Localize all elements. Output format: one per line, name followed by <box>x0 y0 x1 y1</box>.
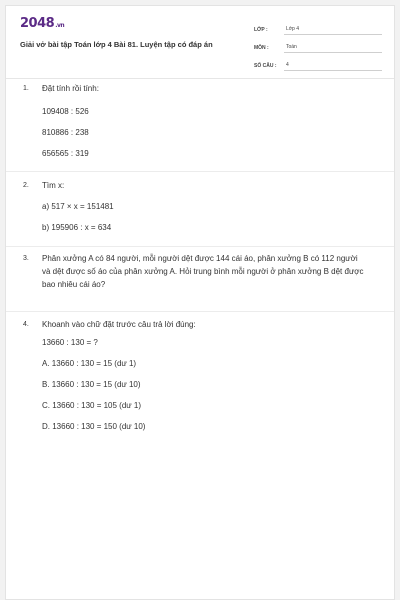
question-line: a) 517 × x = 151481 <box>42 202 114 211</box>
question-3 <box>23 252 368 291</box>
worksheet-meta <box>254 20 382 74</box>
question-line: 810886 : 238 <box>42 128 89 137</box>
question-line: 109408 : 526 <box>42 107 89 116</box>
logo-suffix: .vn <box>55 22 65 29</box>
worksheet-title: Giải vở bài tập Toán lớp 4 Bài 81. Luyện tập có đáp án <box>20 40 213 49</box>
question-4 <box>23 318 368 331</box>
answer-option-d[interactable]: D. 13660 : 130 = 150 (dư 10) <box>42 422 146 431</box>
question-divider <box>6 311 394 312</box>
site-logo[interactable] <box>20 16 64 31</box>
question-divider <box>6 171 394 172</box>
meta-value: Lớp 4 <box>284 26 382 35</box>
meta-label: SỐ CÂU : <box>254 63 277 69</box>
question-prompt: Phân xưởng A có 84 người, mỗi người dệt được 144 cái áo, phân xưởng B có 112 người và dệt được số áo của phân xưởng A. Hỏi trung bình mỗi người ở phân xưởng B dệt được bao nhiêu cái áo? <box>42 254 364 289</box>
answer-option-a[interactable]: A. 13660 : 130 = 15 (dư 1) <box>42 359 137 368</box>
meta-value: 4 <box>284 62 382 71</box>
question-2 <box>23 179 368 192</box>
question-line: 13660 : 130 = ? <box>42 338 98 347</box>
question-1 <box>23 82 368 95</box>
meta-row-subject <box>254 38 382 53</box>
meta-row-class <box>254 20 382 35</box>
answer-option-b[interactable]: B. 13660 : 130 = 15 (dư 10) <box>42 380 141 389</box>
question-prompt: Khoanh vào chữ đặt trước câu trả lời đúng: <box>42 320 196 329</box>
meta-value: Toán <box>284 44 382 53</box>
meta-row-question-count <box>254 56 382 71</box>
question-line: 656565 : 319 <box>42 149 89 158</box>
logo-text: 2048 <box>20 16 55 31</box>
question-prompt: Đặt tính rồi tính: <box>42 84 99 93</box>
question-number: 3. <box>23 255 29 262</box>
question-prompt: Tìm x: <box>42 181 65 190</box>
worksheet-header <box>6 6 394 79</box>
question-line: b) 195906 : x = 634 <box>42 223 112 232</box>
meta-label: MÔN : <box>254 45 269 51</box>
question-number: 4. <box>23 321 29 328</box>
meta-label: LỚP : <box>254 27 268 33</box>
question-number: 1. <box>23 85 29 92</box>
worksheet-page <box>5 5 395 600</box>
question-divider <box>6 246 394 247</box>
question-number: 2. <box>23 182 29 189</box>
answer-option-c[interactable]: C. 13660 : 130 = 105 (dư 1) <box>42 401 141 410</box>
